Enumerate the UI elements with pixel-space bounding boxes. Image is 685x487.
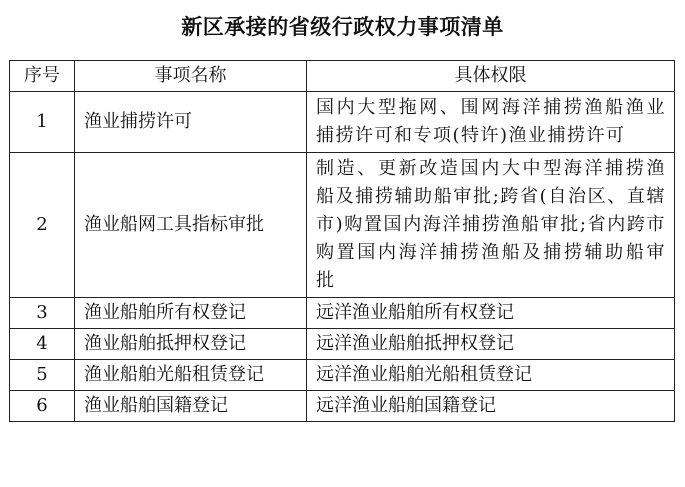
row-serial-number: 3 [10,298,75,329]
row-specific-authority: 制造、更新改造国内大中型海洋捕捞渔船及捕捞辅助船审批;跨省(自治区、直辖市)购置国内海洋捕捞渔船审批;省内跨市购置国内海洋捕捞渔船及捕捞辅助船审批 [307,153,675,298]
table-row [10,298,675,329]
row-item-name: 渔业船舶国籍登记 [75,391,307,422]
table-row [10,391,675,422]
row-item-name: 渔业船网工具指标审批 [75,153,307,298]
row-serial-number: 5 [10,360,75,391]
row-specific-authority: 国内大型拖网、围网海洋捕捞渔船渔业捕捞许可和专项(特许)渔业捕捞许可 [307,92,675,153]
table-header-row [10,61,675,92]
row-specific-authority: 远洋渔业船舶抵押权登记 [307,329,675,360]
row-item-name: 渔业船舶所有权登记 [75,298,307,329]
header-specific-authority: 具体权限 [307,61,675,92]
row-serial-number: 1 [10,92,75,153]
table-row [10,360,675,391]
table-row [10,92,675,153]
page-title: 新区承接的省级行政权力事项清单 [181,15,504,39]
row-specific-authority: 远洋渔业船舶光船租赁登记 [307,360,675,391]
header-serial-number: 序号 [10,61,75,92]
row-serial-number: 6 [10,391,75,422]
row-item-name: 渔业船舶光船租赁登记 [75,360,307,391]
row-item-name: 渔业船舶抵押权登记 [75,329,307,360]
row-serial-number: 4 [10,329,75,360]
row-specific-authority: 远洋渔业船舶所有权登记 [307,298,675,329]
table-row [10,329,675,360]
row-item-name: 渔业捕捞许可 [75,92,307,153]
table-row [10,153,675,298]
row-serial-number: 2 [10,153,75,298]
header-item-name: 事项名称 [75,61,307,92]
power-items-table [9,60,675,422]
row-specific-authority: 远洋渔业船舶国籍登记 [307,391,675,422]
